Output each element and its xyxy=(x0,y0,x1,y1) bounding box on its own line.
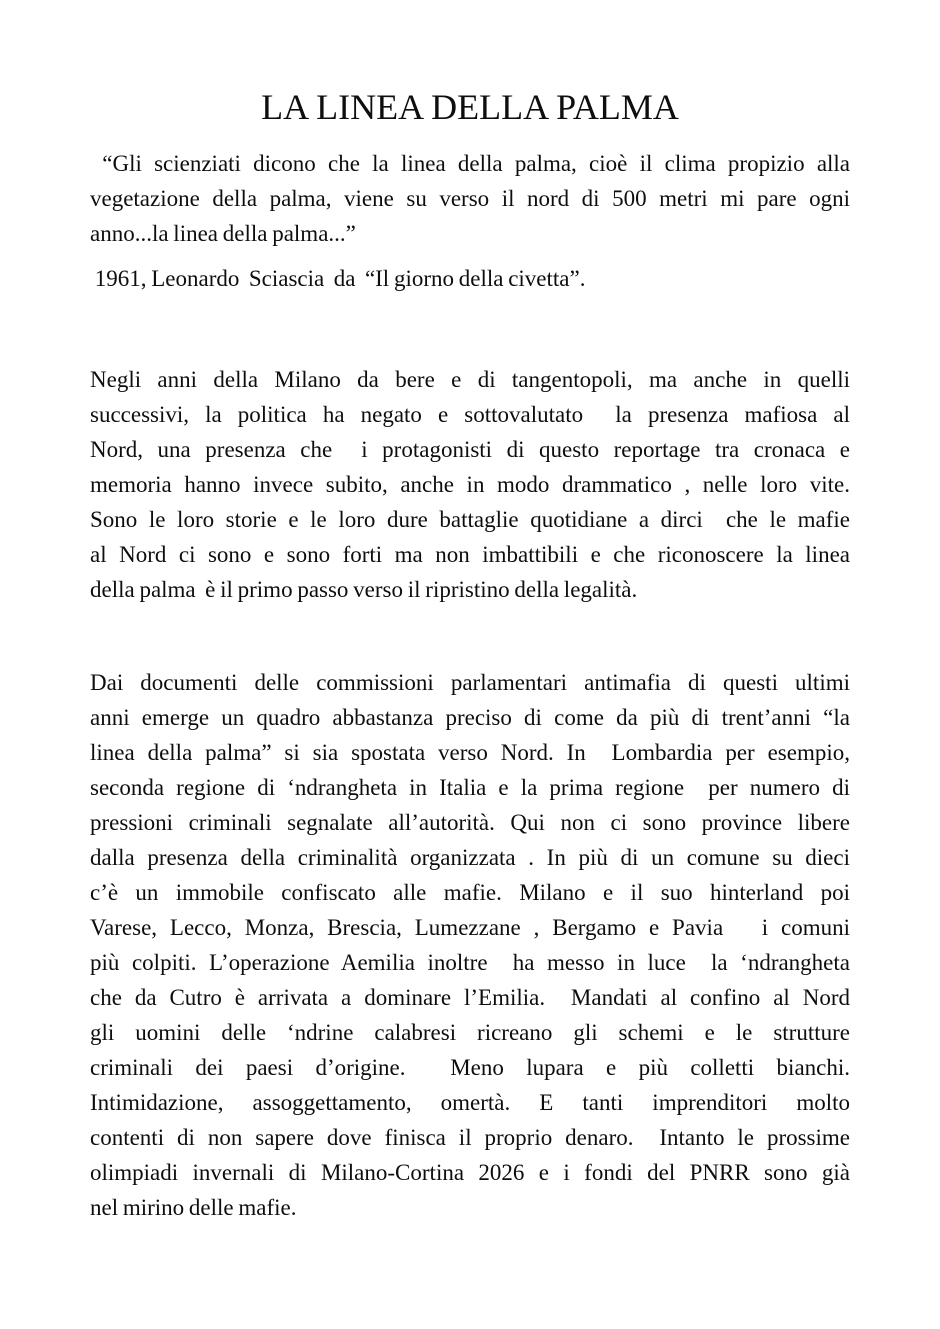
text-line: memoria hanno invece subito, anche in modo drammatico , nelle loro vite. xyxy=(90,472,850,497)
text-line: Negli anni della Milano da bere e di tangentopoli, ma anche in quelli xyxy=(90,367,850,392)
text-line: anni emerge un quadro abbastanza preciso di come da più di trent’anni “la xyxy=(90,705,850,730)
text-line: della palma è il primo passo verso il ripristino della legalità. xyxy=(90,577,638,602)
text-line: “Gli scienziati dicono che la linea della palma, cioè il clima propizio alla xyxy=(90,151,851,176)
text-line: Dai documenti delle commissioni parlamentari antimafia di questi ultimi xyxy=(90,670,850,695)
document-title: LA LINEA DELLA PALMA xyxy=(261,87,679,127)
text-line: gli uomini delle ‘ndrine calabresi ricreano gli schemi e le strutture xyxy=(90,1020,850,1045)
text-line: più colpiti. L’operazione Aemilia inoltre ha messo in luce la ‘ndrangheta xyxy=(90,950,850,975)
paragraph-body-1 xyxy=(90,362,850,607)
text-line: anno...la linea della palma...” xyxy=(90,221,356,246)
text-line: Varese, Lecco, Monza, Brescia, Lumezzane , Bergamo e Pavia i comuni xyxy=(90,915,850,940)
paragraph-attribution xyxy=(90,261,850,296)
text-line: Intimidazione, assoggettamento, omertà. E tanti imprenditori molto xyxy=(90,1090,850,1115)
text-line: c’è un immobile confiscato alle mafie. Milano e il suo hinterland poi xyxy=(90,880,850,905)
text-line: Sono le loro storie e le loro dure battaglie quotidiane a dirci che le mafie xyxy=(90,507,850,532)
text-line: che da Cutro è arrivata a dominare l’Emilia. Mandati al confino al Nord xyxy=(90,985,850,1010)
text-line: 1961, Leonardo Sciascia da “Il giorno della civetta”. xyxy=(90,266,586,291)
text-line: al Nord ci sono e sono forti ma non imbattibili e che riconoscere la linea xyxy=(90,542,850,567)
text-line: dalla presenza della criminalità organizzata . In più di un comune su dieci xyxy=(90,845,850,870)
text-line: Nord, una presenza che i protagonisti di questo reportage tra cronaca e xyxy=(90,437,850,462)
text-line: pressioni criminali segnalate all’autorità. Qui non ci sono province libere xyxy=(90,810,850,835)
text-line: seconda regione di ‘ndrangheta in Italia e la prima regione per numero di xyxy=(90,775,850,800)
text-line: olimpiadi invernali di Milano-Cortina 2026 e i fondi del PNRR sono già xyxy=(90,1160,850,1185)
text-line: successivi, la politica ha negato e sottovalutato la presenza mafiosa al xyxy=(90,402,850,427)
paragraph-body-2 xyxy=(90,665,850,1225)
text-line: contenti di non sapere dove finisca il proprio denaro. Intanto le prossime xyxy=(90,1125,850,1150)
text-line: nel mirino delle mafie. xyxy=(90,1195,297,1220)
text-line: criminali dei paesi d’origine. Meno lupara e più colletti bianchi. xyxy=(90,1055,850,1080)
text-line: vegetazione della palma, viene su verso il nord di 500 metri mi pare ogni xyxy=(90,186,850,211)
text-line: linea della palma” si sia spostata verso Nord. In Lombardia per esempio, xyxy=(90,740,850,765)
paragraph-quote xyxy=(90,146,850,251)
